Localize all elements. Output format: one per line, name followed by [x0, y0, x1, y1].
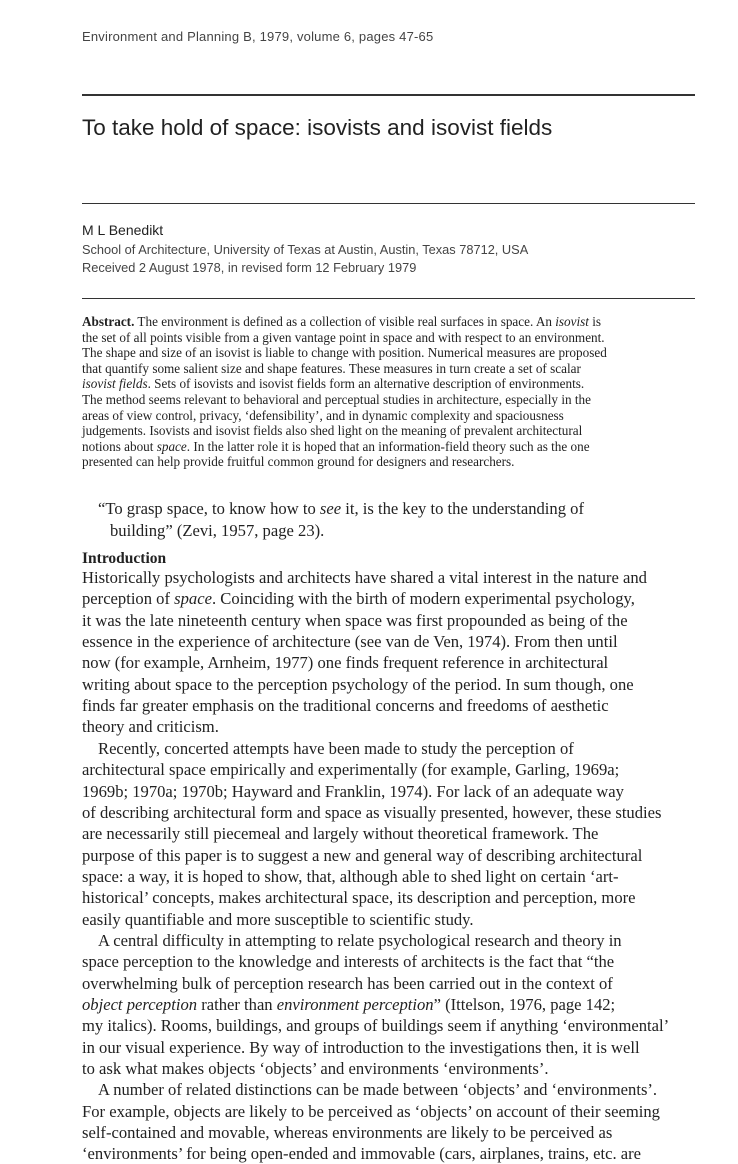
body-line: [82, 910, 474, 930]
text-run: historical’ concepts, makes architectural space, its description and perception, more: [82, 888, 636, 908]
body-line: [82, 974, 613, 994]
text-run: The method seems relevant to behavioral and perceptual studies in architecture, especially in the: [82, 392, 591, 407]
text-run: space: a way, it is hoped to show, that, although able to shed light on certain ‘art-: [82, 866, 619, 886]
body-line: [82, 846, 642, 866]
text-run: ” (Ittelson, 1976, page 142;: [433, 995, 616, 1014]
divider: [82, 94, 695, 96]
text-run: theory and criticism.: [82, 717, 219, 737]
text-run: in our visual experience. By way of introduction to the investigations then, it is well: [82, 1037, 640, 1057]
text-run: presented can help provide fruitful common ground for designers and researchers.: [82, 454, 515, 470]
author-affiliation: School of Architecture, University of Texas at Austin, Austin, Texas 78712, USA: [82, 242, 529, 257]
body-line: [82, 782, 624, 802]
abstract-line: [82, 423, 582, 439]
italic-text: space: [174, 589, 212, 609]
text-run: Recently, concerted attempts have been made to study the perception of: [98, 738, 574, 758]
body-line: [82, 1038, 640, 1058]
body-line: [82, 952, 614, 972]
body-line: [82, 589, 635, 609]
abstract-line: [82, 392, 591, 408]
text-run: . Sets of isovists and isovist fields form an alternative description of environments.: [147, 376, 585, 392]
abstract-line: [82, 330, 605, 346]
body-line: [82, 632, 618, 652]
body-line: [82, 1123, 612, 1143]
body-line: [82, 568, 647, 588]
quote-line: [110, 521, 324, 541]
body-line: [82, 995, 615, 1015]
abstract-line: [82, 314, 601, 330]
bold-label: Abstract.: [82, 314, 135, 329]
text-run: now (for example, Arnheim, 1977) one finds frequent reference in architectural: [82, 653, 609, 673]
journal-header: Environment and Planning B, 1979, volume 6, pages 47-65: [82, 29, 434, 44]
abstract-line: [82, 408, 564, 424]
text-run: 1969b; 1970a; 1970b; Hayward and Franklin, 1974). For lack of an adequate way: [82, 781, 624, 801]
body-line: [82, 675, 634, 695]
body-line: [82, 1016, 669, 1036]
text-run: that quantify some salient size and shape features. These measures in turn create a set of scalar: [82, 360, 581, 376]
body-line: [82, 1144, 641, 1164]
text-run: essence in the experience of architecture (see van de Ven, 1974). From then until: [82, 632, 618, 652]
author-name: M L Benedikt: [82, 222, 164, 238]
body-line: [98, 739, 574, 759]
text-run: The environment is defined as a collection of visible real surfaces in space. An: [134, 314, 556, 329]
body-line: [82, 1102, 660, 1122]
received-date: Received 2 August 1978, in revised form 12 February 1979: [82, 260, 417, 275]
text-run: building” (Zevi, 1957, page 23).: [110, 521, 325, 540]
text-run: space perception to the knowledge and interests of architects is the fact that “the: [82, 952, 615, 972]
text-run: self-contained and movable, whereas environments are likely to be perceived as: [82, 1123, 613, 1143]
text-run: overwhelming bulk of perception research has been carried out in the context of: [82, 973, 613, 993]
text-run: of describing architectural form and space as visually presented, however, these studies: [82, 802, 662, 822]
body-line: [82, 888, 636, 908]
body-line: [82, 653, 608, 673]
text-run: my italics). Rooms, buildings, and groups of buildings seem if anything ‘environmental’: [82, 1016, 670, 1036]
italic-text: space: [156, 438, 187, 454]
italic-text: see: [319, 499, 342, 518]
text-run: it, is the key to the understanding of: [341, 499, 584, 518]
text-run: finds far greater emphasis on the traditional concerns and freedoms of aesthetic: [82, 696, 609, 716]
text-run: ‘environments’ for being open-ended and immovable (cars, airplanes, trains, etc. are: [82, 1144, 642, 1164]
text-run: . In the latter role it is hoped that an information-field theory such as the one: [186, 438, 590, 454]
text-run: “To grasp space, to know how to: [98, 499, 320, 518]
text-run: easily quantifiable and more susceptible to scientific study.: [82, 909, 474, 929]
paper-title: To take hold of space: isovists and isovist fields: [82, 115, 553, 140]
text-run: areas of view control, privacy, ‘defensibility’, and in dynamic complexity and spaciousness: [82, 407, 564, 423]
text-run: A central difficulty in attempting to relate psychological research and theory in: [98, 930, 622, 950]
italic-text: isovist: [555, 314, 589, 329]
divider: [82, 203, 695, 204]
body-line: [98, 1080, 657, 1100]
body-line: [82, 611, 628, 631]
text-run: architectural space empirically and experimentally (for example, Garling, 1969a;: [82, 760, 620, 780]
italic-text: environment perception: [276, 995, 434, 1014]
body-line: [82, 824, 598, 844]
text-run: purpose of this paper is to suggest a new and general way of describing architectural: [82, 845, 643, 865]
divider: [82, 298, 695, 299]
text-run: Historically psychologists and architects have shared a vital interest in the nature and: [82, 568, 647, 587]
abstract-line: [82, 376, 584, 392]
text-run: to ask what makes objects ‘objects’ and environments ‘environments’.: [82, 1059, 549, 1079]
body-line: [82, 696, 609, 716]
italic-text: object perception: [82, 995, 198, 1014]
body-line: [98, 931, 622, 951]
body-line: [82, 803, 661, 823]
abstract-line: [82, 361, 581, 377]
text-run: rather than: [197, 995, 277, 1014]
abstract-line: [82, 454, 514, 470]
text-run: judgements. Isovists and isovist fields also shed light on the meaning of prevalent architectural: [82, 423, 583, 439]
quote-line: [98, 499, 584, 519]
abstract-line: [82, 345, 607, 361]
text-run: the set of all points visible from a given vantage point in space and with respect to an environment.: [82, 329, 605, 345]
text-run: A number of related distinctions can be made between ‘objects’ and ‘environments’.: [98, 1080, 658, 1100]
italic-text: isovist fields: [82, 376, 148, 392]
text-run: perception of: [82, 589, 175, 609]
text-run: notions about: [82, 438, 157, 454]
body-line: [82, 717, 219, 737]
text-run: . Coinciding with the birth of modern experimental psychology,: [211, 589, 635, 609]
text-run: is: [588, 314, 602, 329]
body-line: [82, 1059, 549, 1079]
body-line: [82, 867, 619, 887]
text-run: The shape and size of an isovist is liable to change with position. Numerical measures are proposed: [82, 345, 607, 361]
text-run: writing about space to the perception psychology of the period. In sum though, one: [82, 674, 634, 694]
section-heading: Introduction: [82, 550, 167, 567]
text-run: For example, objects are likely to be perceived as ‘objects’ on account of their seeming: [82, 1101, 660, 1121]
abstract-line: [82, 439, 590, 455]
text-run: are necessarily still piecemeal and largely without theoretical framework. The: [82, 824, 599, 844]
body-line: [82, 760, 619, 780]
text-run: it was the late nineteenth century when space was first propounded as being of the: [82, 610, 628, 630]
